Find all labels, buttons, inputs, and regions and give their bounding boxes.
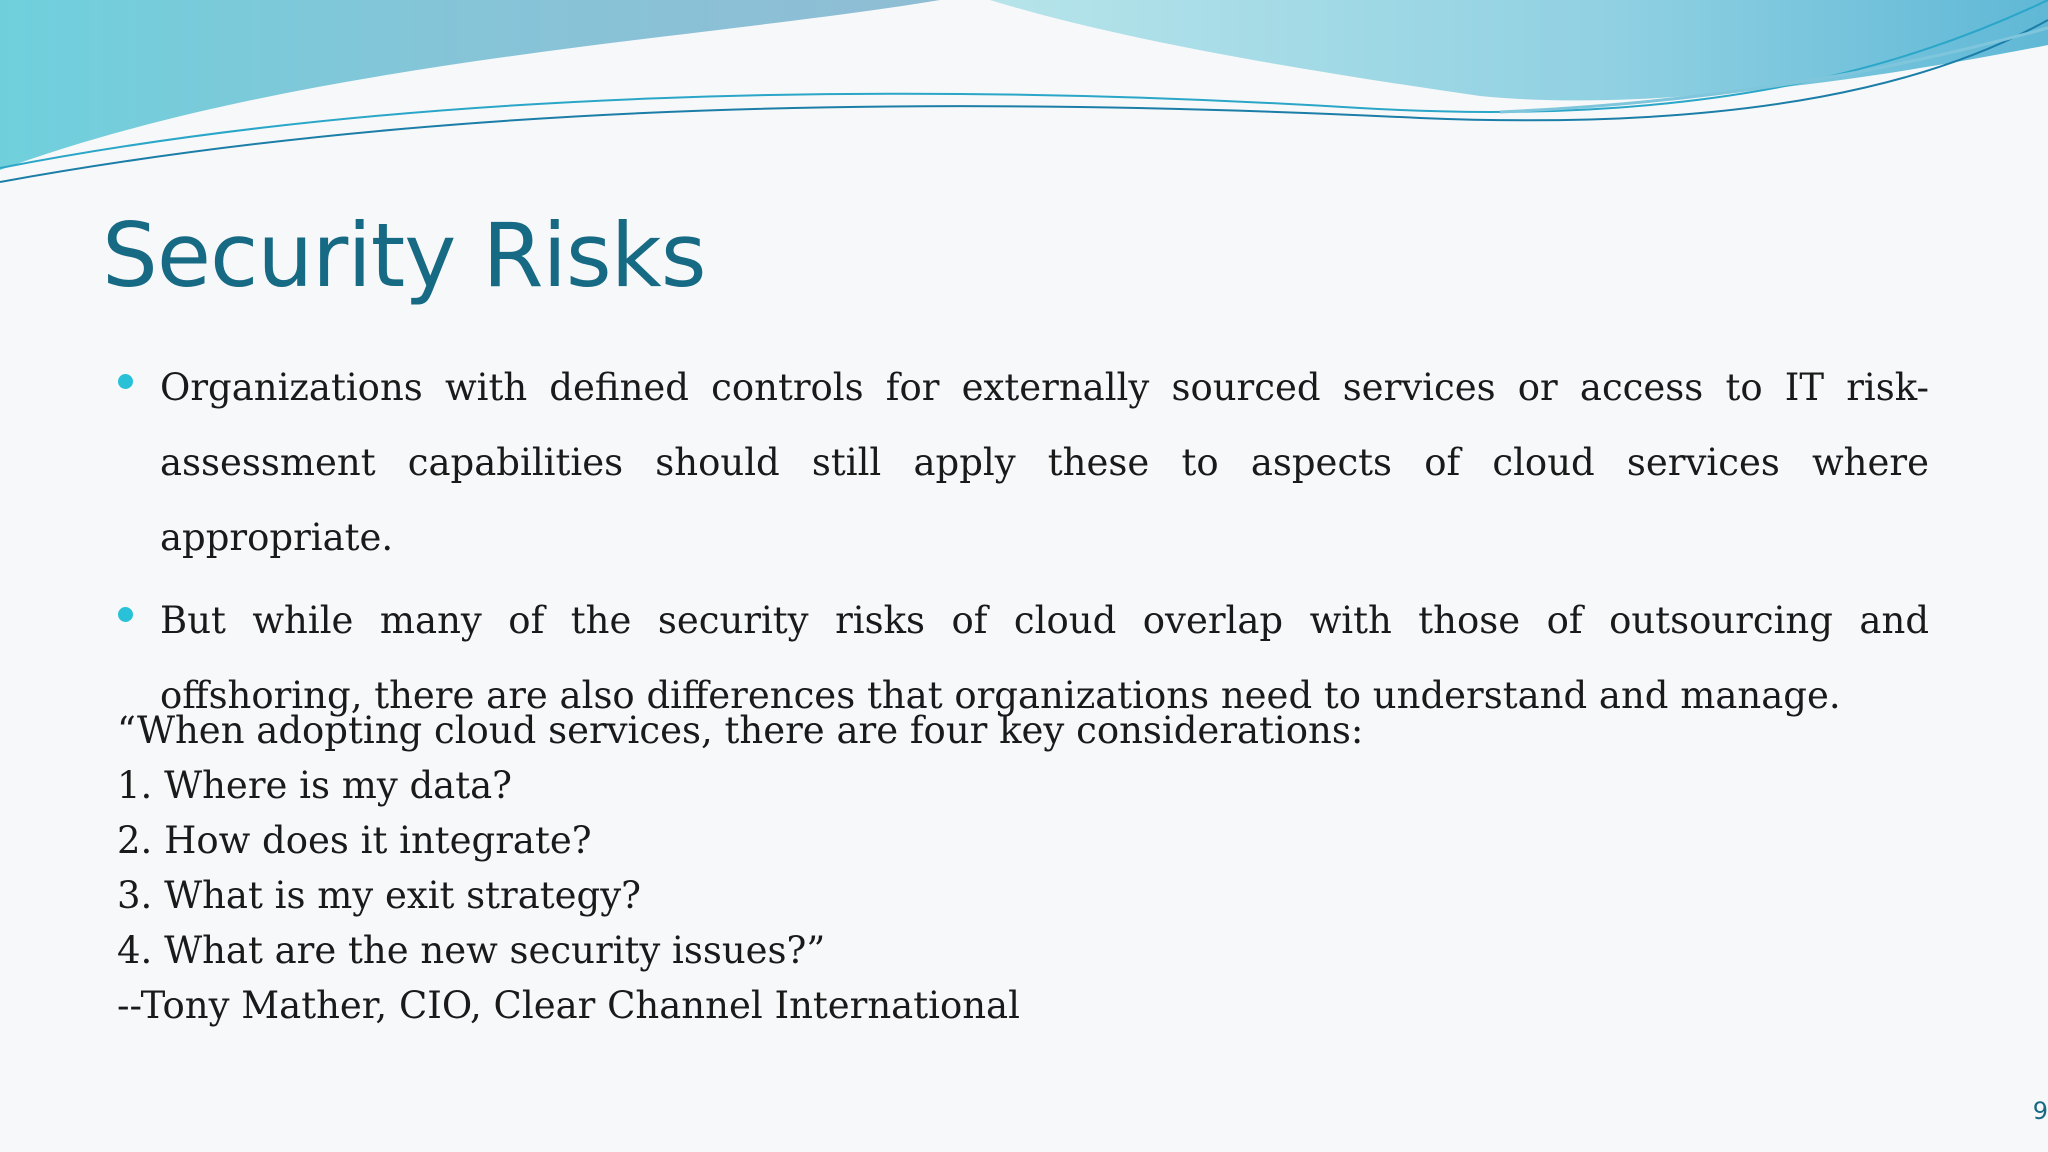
bullet-text: Organizations with defined controls for externally sourced services or access to IT risk-assessment capabilities should still apply these to aspects of cloud services where appropriate. xyxy=(160,366,1929,559)
quote-attribution: --Tony Mather, CIO, Clear Channel International xyxy=(117,984,1020,1027)
quote-item: 2. How does it integrate? xyxy=(117,819,592,862)
page-number: 9 xyxy=(2032,1097,2048,1125)
quote-block xyxy=(117,703,1817,1033)
quote-item: 1. Where is my data? xyxy=(117,764,513,807)
bullet-list xyxy=(160,350,1929,741)
header-wave-decoration xyxy=(0,0,2048,200)
bullet-dot-icon xyxy=(118,607,133,622)
bullet-item xyxy=(160,350,1929,575)
quote-item: 3. What is my exit strategy? xyxy=(117,874,641,917)
bullet-text: But while many of the security risks of cloud overlap with those of outsourcing and offshoring, there are also differences that organizations need to understand and manage. xyxy=(160,599,1929,717)
quote-intro: “When adopting cloud services, there are four key considerations: xyxy=(117,709,1364,752)
quote-item: 4. What are the new security issues?” xyxy=(117,929,826,972)
bullet-dot-icon xyxy=(118,374,133,389)
wave-right-band xyxy=(990,0,2048,100)
slide-title: Security Risks xyxy=(102,204,706,307)
